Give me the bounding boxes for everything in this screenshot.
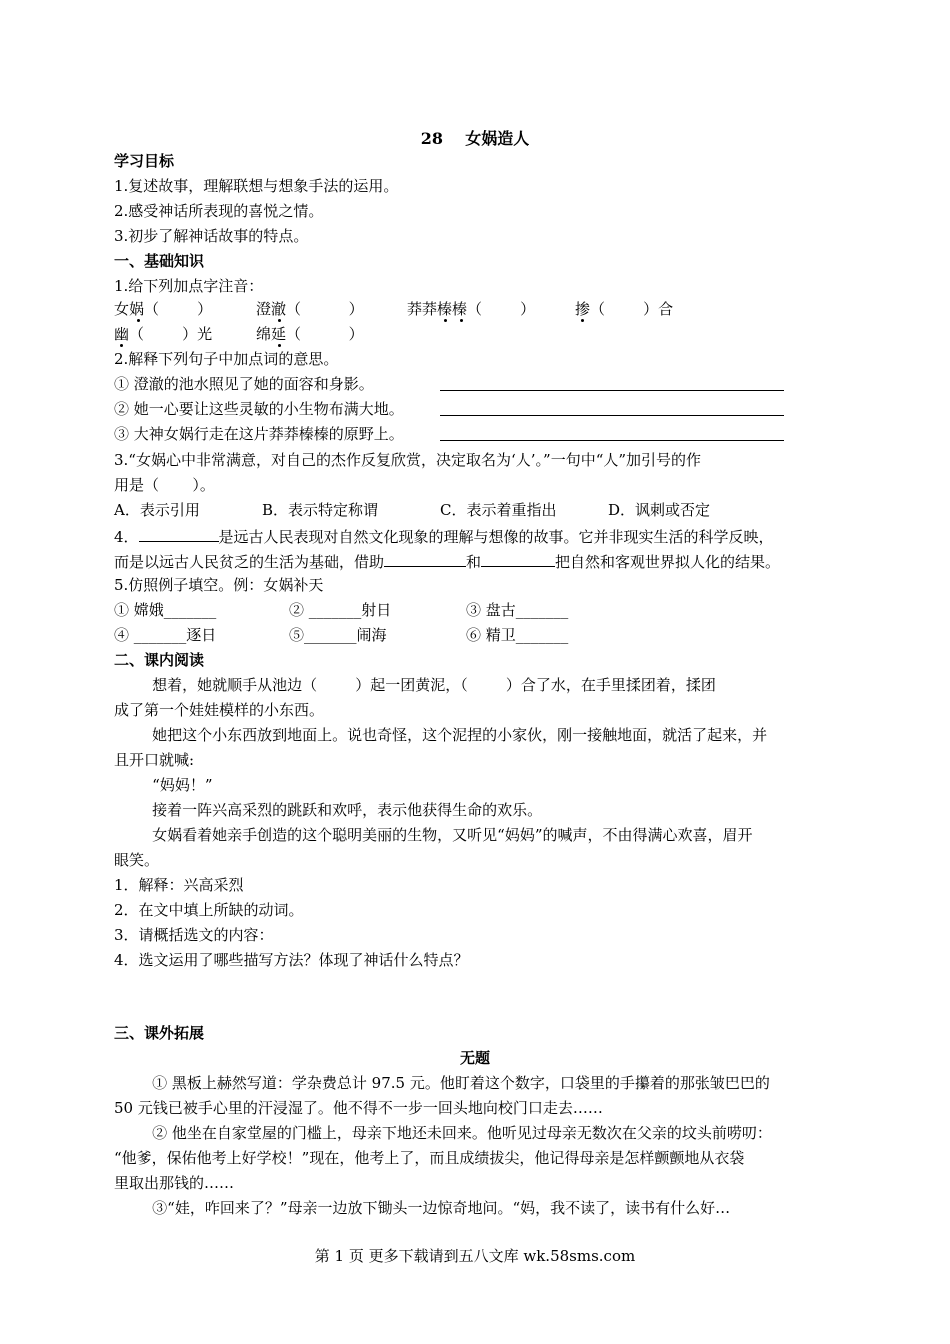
q4-text: 和 [466, 553, 482, 571]
q5-item: ④ _______逐日 [114, 626, 217, 644]
page-title: 28 女娲造人 [420, 129, 530, 148]
q5-item: ① 嫦娥_______ [114, 601, 217, 619]
reading-question: 2．在文中填上所缺的动词。 [114, 901, 304, 919]
emphasis-dot [581, 319, 584, 322]
objective-item: 3.初步了解神话故事的特点。 [114, 227, 309, 245]
pinyin-item: 绵延（ ） [256, 325, 364, 343]
q4-number: 4． [114, 528, 139, 546]
pinyin-item: 莽莽榛榛（ ） [407, 300, 536, 318]
pinyin-item: 女娲（ ） [114, 300, 213, 318]
blank [384, 550, 466, 567]
emphasis-dot [278, 319, 281, 322]
page-footer: 第 1 页 更多下载请到五八文库 wk.58sms.com [314, 1247, 636, 1265]
objective-item: 2.感受神话所表现的喜悦之情。 [114, 202, 324, 220]
emphasis-dot [137, 319, 140, 322]
q2-item: ③ 大神女娲行走在这片莽莽榛榛的原野上。 [114, 425, 404, 443]
q2-item: ② 她一心要让这些灵敏的小生物布满大地。 [114, 400, 404, 418]
q3-option: B．表示特定称谓 [262, 501, 379, 519]
q4-text: 把自然和客观世界拟人化的结果。 [555, 553, 781, 571]
passage-line: 眼笑。 [114, 851, 160, 869]
q3-line: 用是（ ）。 [114, 476, 215, 494]
section3-heading: 三、课外拓展 [114, 1024, 205, 1042]
answer-line [440, 440, 784, 441]
passage-line: 她把这个小东西放到地面上。说也奇怪，这个泥捏的小家伙，刚一接触地面，就活了起来，并 [114, 726, 768, 744]
blank [481, 550, 555, 567]
reading-question: 1．解释：兴高采烈 [114, 876, 244, 894]
q5-item: ② _______射日 [289, 601, 392, 619]
story-line: “他爹，保佑他考上好学校！”现在，他考上了，而且成绩拔尖，他记得母亲是怎样颤颤地从衣袋 [114, 1149, 745, 1167]
passage-line: “妈妈！” [114, 776, 213, 794]
q3-option: D．讽刺或否定 [608, 501, 711, 519]
q3-option: A．表示引用 [114, 501, 200, 519]
q2-item: ① 澄澈的池水照见了她的面容和身影。 [114, 375, 374, 393]
emphasis-dot [444, 319, 447, 322]
story-line: ① 黑板上赫然写道：学杂费总计 97.5 元。他盯着这个数字，口袋里的手攥着的那张皱巴巴的 [114, 1074, 770, 1092]
answer-line [440, 415, 784, 416]
q5-item: ⑥ 精卫_______ [466, 626, 569, 644]
q4-line [114, 550, 780, 572]
q1-prompt: 1.给下列加点字注音： [114, 277, 264, 295]
story-line: 里取出那钱的…… [114, 1174, 235, 1192]
section1-heading: 一、基础知识 [114, 252, 205, 270]
q5-prompt: 5.仿照例子填空。例：女娲补天 [114, 576, 324, 594]
story-line: ② 他坐在自家堂屋的门槛上，母亲下地还未回来。他听见过母亲无数次在父亲的坟头前唠叨： [114, 1124, 772, 1142]
q2-prompt: 2.解释下列句子中加点词的意思。 [114, 350, 339, 368]
pinyin-item: 幽（ ）光 [114, 325, 213, 343]
objective-item: 1.复述故事，理解联想与想象手法的运用。 [114, 177, 399, 195]
q5-item: ③ 盘古_______ [466, 601, 569, 619]
emphasis-dot [460, 319, 463, 322]
story-title: 无题 [459, 1049, 490, 1067]
q3-line: 3.“女娲心中非常满意，对自己的杰作反复欣赏，决定取名为‘人’。”一句中“人”加引号的作 [114, 451, 702, 469]
section2-heading: 二、课内阅读 [114, 651, 205, 669]
objectives-heading: 学习目标 [114, 152, 175, 170]
reading-question: 4．选文运用了哪些描写方法？体现了神话什么特点？ [114, 951, 469, 969]
q4-text: 是远古人民表现对自然文化现象的理解与想像的故事。它并非现实生活的科学反映， [218, 528, 774, 546]
q4-text: 而是以远古人民贫乏的生活为基础，借助 [114, 553, 385, 571]
answer-line [440, 390, 784, 391]
q4-line [114, 525, 774, 547]
reading-question: 3．请概括选文的内容： [114, 926, 274, 944]
passage-line: 接着一阵兴高采烈的跳跃和欢呼，表示他获得生命的欢乐。 [114, 801, 543, 819]
q3-option: C．表示着重指出 [440, 501, 557, 519]
pinyin-item: 澄澈（ ） [256, 300, 364, 318]
passage-line: 想着，她就顺手从池边（ ）起一团黄泥，（ ）合了水，在手里揉团着，揉团 [114, 676, 716, 694]
story-line: 50 元钱已被手心里的汗浸湿了。他不得不一步一回头地向校门口走去…… [114, 1099, 603, 1117]
passage-line: 成了第一个娃娃模样的小东西。 [114, 701, 325, 719]
passage-line: 女娲看着她亲手创造的这个聪明美丽的生物，又听见“妈妈”的喊声，不由得满心欢喜，眉开 [114, 826, 753, 844]
story-line: ③“娃，咋回来了？”母亲一边放下锄头一边惊奇地问。“妈，我不读了，读书有什么好… [114, 1199, 731, 1217]
emphasis-dot [120, 344, 123, 347]
blank [139, 525, 219, 542]
q5-item: ⑤_______闹海 [289, 626, 387, 644]
passage-line: 且开口就喊: [114, 751, 195, 769]
pinyin-item: 掺（ ）合 [575, 300, 674, 318]
emphasis-dot [278, 344, 281, 347]
